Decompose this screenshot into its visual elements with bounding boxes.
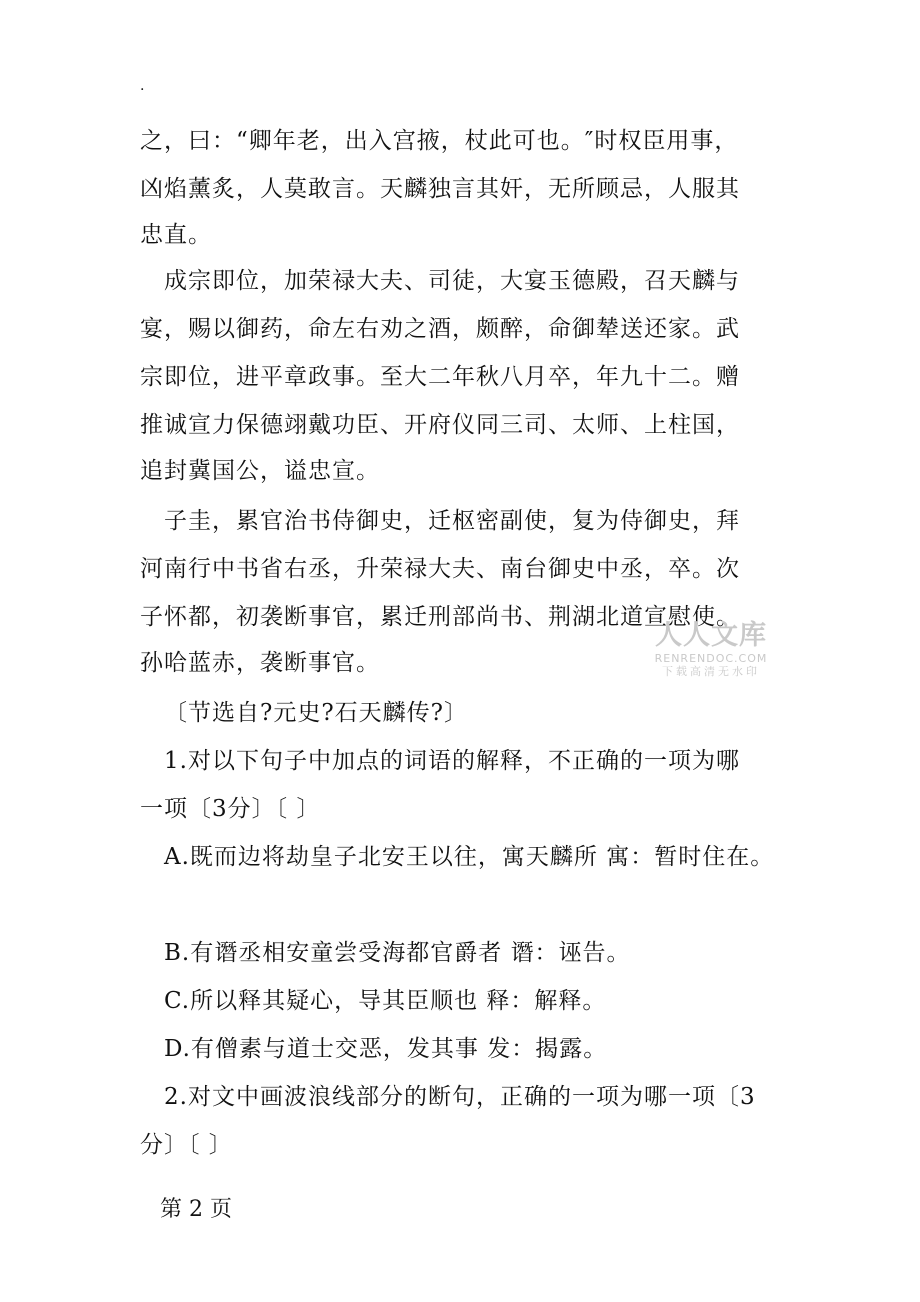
passage-line: 追封冀国公，谥忠宣。 xyxy=(140,458,380,484)
option-a: A.既而边将劫皇子北安王以往，寓天麟所 寓：暂时住在。 xyxy=(164,844,775,870)
passage-line: 忠直。 xyxy=(140,222,212,248)
passage-line: 孙哈蓝赤，袭断事官。 xyxy=(140,650,380,676)
watermark xyxy=(648,620,774,679)
watermark-title: 人人文库 xyxy=(655,620,767,651)
passage-line: 之，曰：“卿年老，出入宫掖，杖此可也。″时权臣用事， xyxy=(140,128,739,154)
passage-line: 河南行中书省右丞，升荣禄大夫、南台御史中丞，卒。次 xyxy=(140,556,740,582)
passage-line: 宴，赐以御药，命左右劝之酒，颇醉，命御辇送还家。武 xyxy=(140,316,740,342)
option-d: D.有僧素与道士交恶，发其事 发：揭露。 xyxy=(164,1036,608,1062)
passage-line: 推诚宣力保德翊戴功臣、开府仪同三司、太师、上柱国， xyxy=(140,412,740,438)
option-b: B.有谮丞相安童尝受海都官爵者 谮：诬告。 xyxy=(164,940,631,966)
passage-line: 宗即位，进平章政事。至大二年秋八月卒，年九十二。赠 xyxy=(140,364,740,390)
question-2-stem: 2.对文中画波浪线部分的断句，正确的一项为哪一项〔3 xyxy=(164,1084,756,1110)
passage-source: 〔节选自?元史?石天麟传?〕 xyxy=(164,700,468,726)
question-2-stem-cont: 分〕〔 〕 xyxy=(140,1132,233,1158)
page-number: 第 2 页 xyxy=(160,1197,232,1222)
header-dot: . xyxy=(140,78,145,94)
passage-paragraph-start: 成宗即位，加荣禄大夫、司徒，大宴玉德殿，召天麟与 xyxy=(164,268,740,294)
watermark-tagline: 下载高清无水印 xyxy=(662,665,760,678)
passage-line: 凶焰薰炙，人莫敢言。天麟独言其奸，无所顾忌，人服其 xyxy=(140,176,740,202)
option-c: C.所以释其疑心，导其臣顺也 释：解释。 xyxy=(164,988,607,1014)
question-1-stem: 1.对以下句子中加点的词语的解释，不正确的一项为哪 xyxy=(164,748,740,774)
passage-paragraph-start: 子圭，累官治书侍御史，迁枢密副使，复为侍御史，拜 xyxy=(164,508,740,534)
question-1-stem-cont: 一项〔3分〕〔 〕 xyxy=(140,796,321,822)
passage-line: 子怀都，初袭断事官，累迁刑部尚书、荆湖北道宣慰使。 xyxy=(140,604,740,630)
watermark-domain: RENRENDOC.COM xyxy=(654,652,768,665)
